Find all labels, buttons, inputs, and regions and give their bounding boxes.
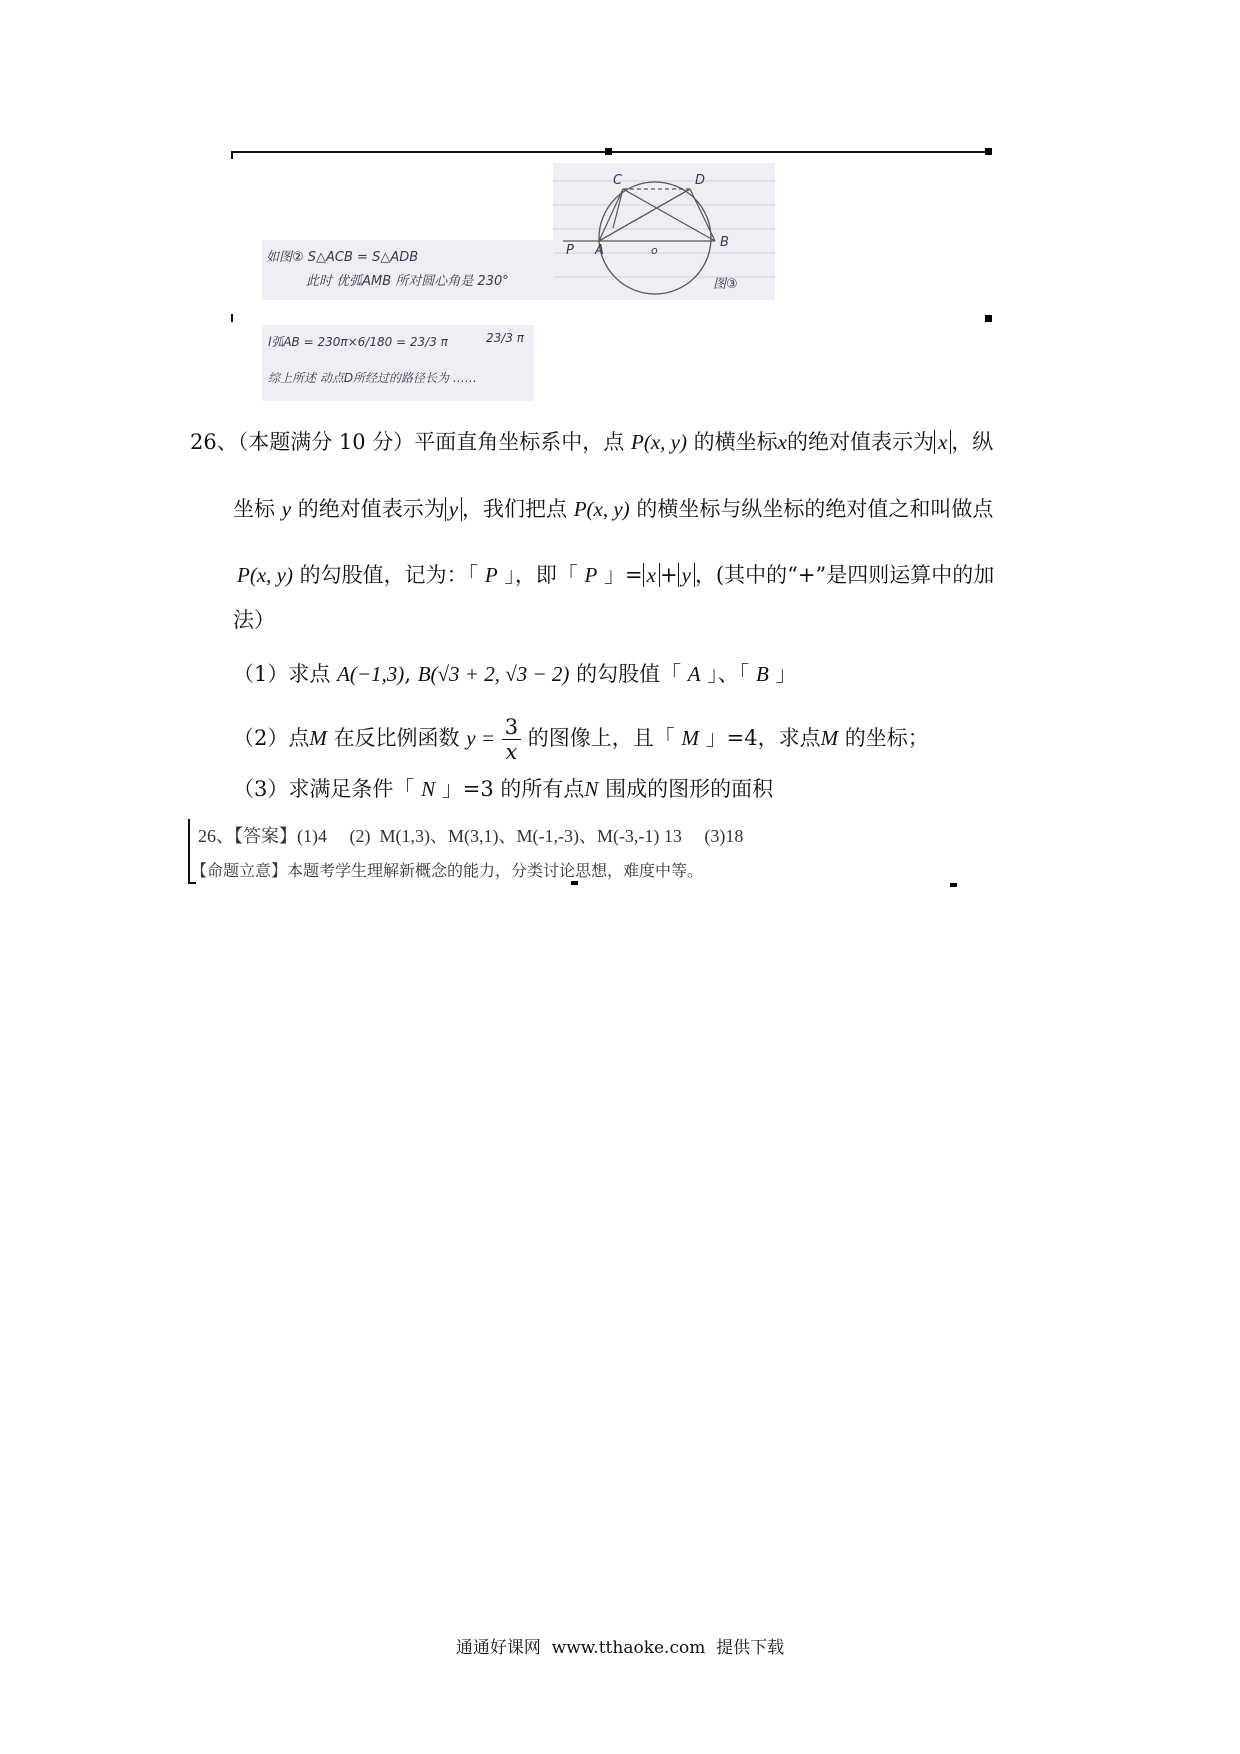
fig-label-d: D [695, 173, 706, 188]
math-M: M [820, 726, 839, 750]
text-segment: 」 [775, 662, 797, 686]
fraction-numerator: 3 [502, 715, 521, 740]
question-number: 26、 [190, 430, 238, 454]
abs-y: y [445, 497, 462, 521]
scanned-handwriting-2 [262, 325, 534, 401]
text-segment: ，我们把点 [462, 497, 568, 521]
text-segment: ，(其中的“+”是四则运算中的加 [694, 563, 995, 587]
sub-question-3 [233, 775, 773, 803]
handwritten-line-4: 综上所述 动点D所经过的路径长为 …… [268, 371, 477, 385]
math-point-B: B(√3 + 2, √3 − 2) [417, 662, 570, 686]
text-segment: 的勾股值「 [576, 662, 682, 686]
math-N: N [584, 777, 599, 801]
text-segment: （2）点 [233, 726, 310, 750]
text-segment: 的绝对值表示为 [297, 497, 445, 521]
text-segment: ，纵 [951, 430, 994, 454]
plus-sign: + [660, 563, 678, 587]
text-segment: , [404, 662, 411, 686]
text-segment: 坐标 [233, 497, 275, 521]
fig-label-a: A [595, 243, 604, 258]
text-segment: 」= [604, 563, 643, 587]
math-P: P [584, 563, 598, 587]
question-line-1 [190, 428, 993, 456]
text-segment: （3）求满足条件「 [233, 777, 415, 801]
math-B: B [755, 662, 769, 686]
math-P-xy: P(x, y) [237, 563, 293, 587]
math-x: x [777, 430, 787, 454]
fraction-3-over-x [502, 715, 521, 764]
scanned-handwriting-1 [262, 240, 554, 300]
circle-diagram [553, 163, 775, 300]
answer-frame-bottom-tick [188, 882, 196, 884]
text-segment: 」，即「 [504, 563, 578, 587]
text-segment: 的横坐标与纵坐标的绝对值之和叫做点 [636, 497, 994, 521]
text-segment: 的绝对值表示为 [786, 430, 934, 454]
selection-frame-left-tick [231, 151, 233, 159]
scanned-geometry-figure [553, 163, 775, 300]
math-P-xy: P(x, y) [573, 497, 630, 521]
answer-line: 26、【答案】(1)4 (2) M(1,3)、M(3,1)、M(-1,-3)、M(-3,-1) 13 (3)18 [198, 826, 744, 846]
math-P-xy: P(x, y) [631, 430, 687, 454]
handwritten-line-3-extra: 23/3 π [486, 331, 524, 345]
question-line-3 [237, 561, 994, 589]
abs-y: y [678, 563, 695, 587]
fig-label-o: o [651, 244, 658, 257]
answer-frame-left-bar [188, 819, 190, 883]
intent-line: 【命题立意】本题考学生理解新概念的能力，分类讨论思想，难度中等。 [191, 861, 704, 880]
handwritten-line-1: 如图② S△ACB = S△ADB [266, 250, 419, 265]
math-A: A [687, 662, 701, 686]
fig-label-b: B [720, 235, 729, 250]
text-segment: 的横坐标 [693, 430, 778, 454]
math-M: M [309, 726, 327, 750]
text-segment: 围成的图形的面积 [605, 777, 774, 801]
text-segment: 」、「 [707, 662, 750, 686]
fraction-denominator: x [505, 740, 518, 764]
fig-label-p: P [566, 243, 574, 258]
handwritten-line-3: l弧AB = 230π×6/180 = 23/3 π [268, 335, 448, 349]
text-segment: （1）求点 [233, 662, 331, 686]
abs-x: x [643, 563, 660, 587]
text-segment: 的图像上，且「 [527, 726, 675, 750]
math-point-A: A(−1,3) [337, 662, 405, 686]
question-intro: （本题满分 10 分）平面直角坐标系中，点 [237, 430, 625, 454]
text-segment: 法） [233, 608, 275, 632]
text-segment: 在反比例函数 [333, 726, 460, 750]
math-y-equals: y = [466, 726, 495, 750]
sub-question-2 [233, 712, 929, 764]
fig-caption: 图③ [713, 277, 738, 292]
footer-source: 通通好课网 www.tthaoke.com 提供下载 [455, 1638, 785, 1658]
handwritten-line-2: 此时 优弧AMB 所对圆心角是 230° [306, 274, 509, 289]
fig-label-c: C [613, 173, 623, 188]
sub-question-1 [233, 660, 797, 688]
math-N: N [421, 777, 436, 801]
resize-handle-answer-right[interactable] [950, 883, 957, 887]
resize-handle-top-middle[interactable] [605, 148, 612, 155]
question-line-2 [233, 495, 993, 523]
math-M: M [681, 726, 699, 750]
math-y: y [281, 497, 292, 521]
text-segment: 的勾股值，记为：「 [299, 563, 479, 587]
abs-x: x [934, 430, 951, 454]
text-segment: 」=4，求点 [705, 726, 821, 750]
resize-handle-bottom-right[interactable] [985, 315, 992, 322]
math-P: P [484, 563, 498, 587]
resize-handle-answer-mid[interactable] [571, 881, 578, 885]
resize-handle-top-right[interactable] [985, 148, 992, 155]
text-segment: 」=3 的所有点 [441, 777, 585, 801]
text-segment: 的坐标； [844, 726, 929, 750]
selection-frame-left-tick-bottom [231, 314, 233, 322]
question-line-4 [233, 606, 275, 634]
